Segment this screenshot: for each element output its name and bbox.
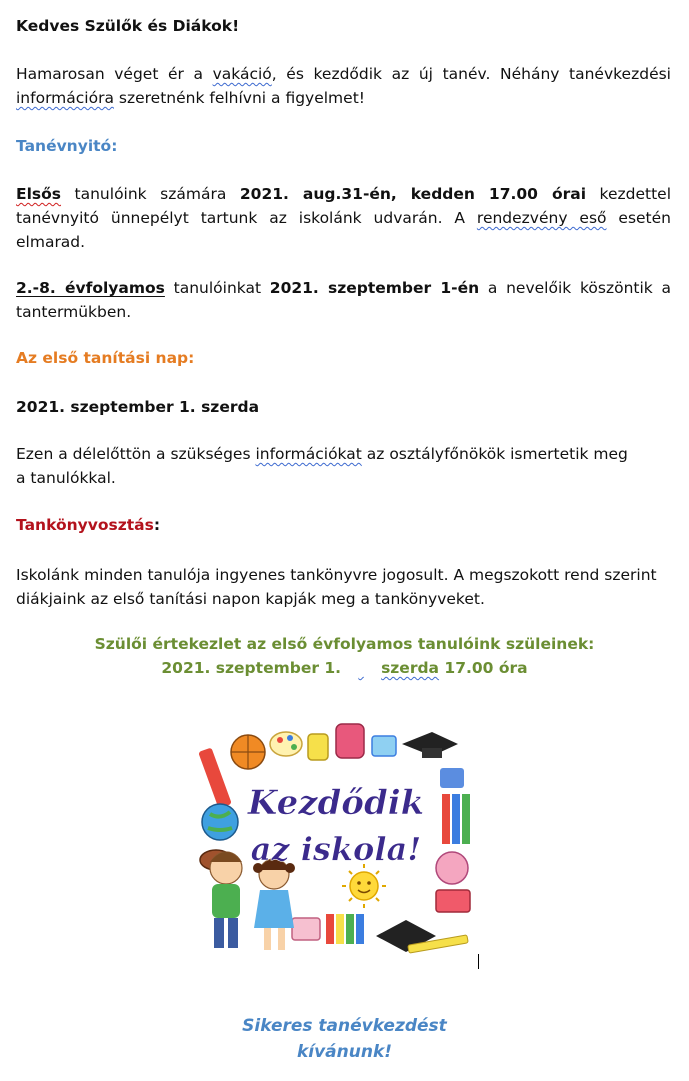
heading-books-text: Tankönyvosztás [16, 516, 154, 534]
illustration-title-line-1: Kezdődik [247, 783, 425, 823]
paint-icon [436, 852, 468, 884]
opening-p1-text-1: tanulóink számára [61, 185, 240, 203]
book-icon [436, 890, 470, 912]
intro-text-1: Hamarosan véget ér a [16, 65, 213, 83]
box-icon [372, 736, 396, 756]
word-grades: 2.-8. évfolyamos [16, 279, 165, 297]
first-day-date-text: 2021. szeptember 1. szerda [16, 398, 260, 416]
illustration-title-line-2: az iskola! [250, 830, 422, 868]
notebook-icon [440, 768, 464, 788]
heading-tanevnyito [16, 134, 671, 158]
meeting-day: szerda [381, 659, 440, 677]
word-elsos: Elsős [16, 185, 62, 203]
closing-line-1 [0, 1014, 689, 1038]
palette-icon [270, 732, 302, 756]
books-paragraph [16, 563, 671, 611]
eraser-icon [292, 918, 320, 940]
opening-p1-date: 2021. aug.31-én, kedden 17.00 órai [239, 185, 587, 203]
closing-line-2 [0, 1040, 689, 1064]
globe-icon [202, 804, 238, 840]
first-day-paragraph [16, 442, 636, 490]
pencil-blue [452, 794, 460, 844]
glue-icon [308, 734, 328, 760]
text-cursor [478, 954, 479, 969]
backpack-icon [336, 724, 364, 758]
intro-word-vakacio: vakáció [212, 65, 272, 83]
meeting-gap [341, 656, 381, 680]
intro-word-informaciora: információra [16, 89, 114, 107]
meeting-date: 2021. szeptember 1. [161, 659, 342, 677]
heading-books [16, 513, 671, 537]
boy-shirt [212, 884, 240, 918]
opening-p1-text-2: kezdettel tanévnyitó ünnepélyt tartunk az iskolánk udvarán. A [16, 185, 672, 227]
word-informaciokat: információkat [255, 445, 362, 463]
parents-meeting-line-2 [0, 656, 689, 680]
girl-dress [254, 890, 294, 928]
closing-text-1: Sikeres tanévkezdést [242, 1016, 447, 1036]
first-day-date [16, 395, 671, 419]
school-start-illustration [196, 718, 478, 970]
heading-first-day-text: Az első tanítási nap: [16, 349, 195, 367]
parents-meeting-line-1: Szülői értekezlet az első évfolyamos tanulóink szüleinek: [94, 635, 595, 653]
intro-text-3: szeretnénk felhívni a figyelmet! [113, 89, 365, 107]
opening-p2-text-1: tanulóinkat [164, 279, 270, 297]
word-rendezveny-eso: rendezvény eső [476, 209, 607, 227]
opening-paragraph-2 [16, 276, 671, 324]
intro-text-2: , és kezdődik az új tanév. Néhány tanévkezdési [271, 65, 671, 83]
parents-meeting [0, 632, 689, 680]
closing-text-2: kívánunk! [296, 1042, 393, 1062]
pencil-green [462, 794, 470, 844]
intro-paragraph [16, 62, 671, 110]
opening-p2-text-2: a nevelőik köszöntik a tantermükben. [16, 279, 671, 321]
first-day-text-1: Ezen a délelőttön a szükséges [16, 445, 256, 463]
meeting-time: 17.00 óra [439, 659, 528, 677]
books-text: Iskolánk minden tanulója ingyenes tankönyvre jogosult. A megszokott rend szerint diákjaink az első tanítási napon kapják meg a tankönyveket. [16, 566, 657, 608]
heading-first-day [16, 346, 671, 370]
sun-icon [350, 872, 378, 900]
greeting-text: Kedves Szülők és Diákok! [16, 17, 240, 35]
heading-tanevnyito-text: Tanévnyitó: [16, 137, 118, 155]
greeting [16, 14, 671, 38]
first-day-text-2: az osztályfőnökök ismertetik meg a tanulókkal. [16, 445, 628, 487]
opening-p2-date: 2021. szeptember 1-én [269, 279, 480, 297]
opening-p1-text-3: esetén elmarad. [16, 209, 671, 251]
opening-paragraph-1 [16, 182, 671, 254]
pencil-red [442, 794, 450, 844]
heading-books-colon: : [153, 516, 161, 534]
